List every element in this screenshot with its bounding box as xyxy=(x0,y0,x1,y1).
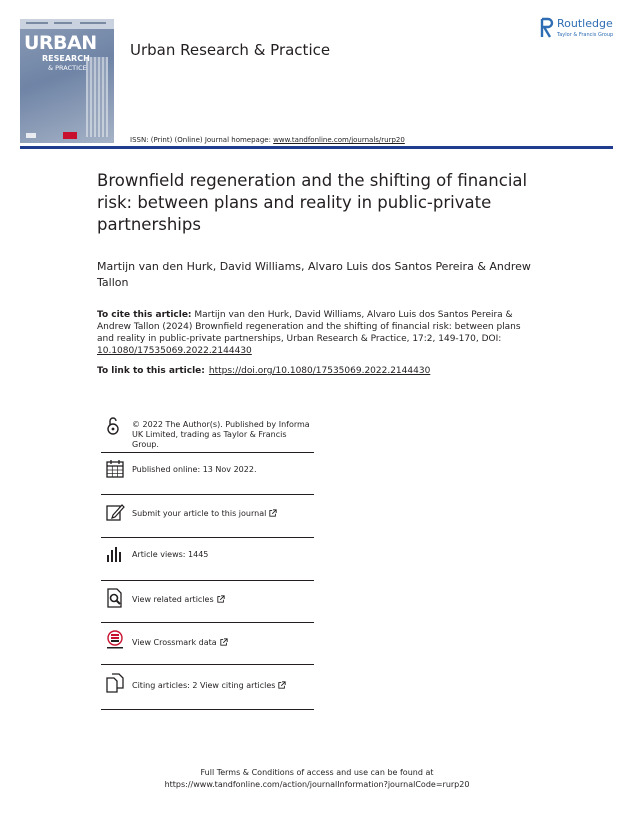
cover-top-band xyxy=(20,19,114,29)
cover-publisher-mark xyxy=(26,133,36,138)
header-rule xyxy=(20,146,613,149)
footer xyxy=(0,767,634,791)
info-divider xyxy=(101,452,314,453)
article-doi-url[interactable]: https://doi.org/10.1080/17535069.2022.2144430 xyxy=(208,366,431,376)
bar-chart-icon xyxy=(105,544,125,564)
external-link-icon xyxy=(278,681,286,689)
submit-article-link[interactable] xyxy=(132,509,277,519)
journal-homepage-link[interactable]: www.tandfonline.com/journals/rurp20 xyxy=(273,136,405,144)
citing-row[interactable] xyxy=(101,673,314,695)
info-divider xyxy=(101,622,314,623)
cover-word-research: RESEARCH xyxy=(42,54,90,63)
license-row xyxy=(101,416,314,452)
citation-label: To cite this article: xyxy=(97,310,192,320)
published-date: Published online: 13 Nov 2022. xyxy=(132,465,257,474)
related-articles-link[interactable] xyxy=(132,595,225,605)
related-articles-label: View related articles xyxy=(132,595,214,604)
submit-row[interactable] xyxy=(101,502,314,524)
article-link-line xyxy=(97,366,430,376)
citing-articles-link[interactable] xyxy=(132,681,286,691)
routledge-name: Routledge xyxy=(557,17,613,30)
external-link-icon xyxy=(220,638,228,646)
crossmark-link[interactable] xyxy=(132,638,228,648)
cover-building-graphic xyxy=(86,57,108,137)
citing-documents-icon xyxy=(105,673,125,693)
journal-cover-image xyxy=(20,19,114,143)
submit-article-label: Submit your article to this journal xyxy=(132,509,267,518)
routledge-logo[interactable] xyxy=(540,17,620,41)
article-authors: Martijn van den Hurk, David Williams, Alvaro Luis dos Santos Pereira & Andrew Tallon xyxy=(97,260,531,289)
info-divider xyxy=(101,494,314,495)
cover-word-practice: & PRACTICE xyxy=(48,64,87,72)
issn-line xyxy=(130,136,405,144)
views-row xyxy=(101,544,314,566)
calendar-icon xyxy=(105,459,125,479)
crossmark-row[interactable] xyxy=(101,630,314,654)
issn-text: ISSN: (Print) (Online) Journal homepage: xyxy=(130,136,274,144)
open-access-icon xyxy=(103,416,123,436)
info-divider xyxy=(101,580,314,581)
article-link-label: To link to this article: xyxy=(97,366,205,376)
cover-word-urban: URBAN xyxy=(24,32,97,54)
cover-red-mark xyxy=(63,132,77,139)
crossmark-icon xyxy=(105,630,125,650)
info-divider xyxy=(101,709,314,710)
external-link-icon xyxy=(269,509,277,517)
citing-articles-label: Citing articles: 2 View citing articles xyxy=(132,681,276,690)
external-link-icon xyxy=(217,595,225,603)
citation-text: Martijn van den Hurk, David Williams, Alvaro Luis dos Santos Pereira & Andrew Tallon (2024) Brownfield regeneration and the shifting of financial risk: between plans and reality in public-private partnerships, Urban Research & Practice, 17:2, 149-170, DOI: xyxy=(97,310,521,344)
crossmark-label: View Crossmark data xyxy=(132,638,217,647)
info-divider xyxy=(101,537,314,538)
related-row[interactable] xyxy=(101,588,314,610)
routledge-r-icon xyxy=(540,17,554,39)
article-views: Article views: 1445 xyxy=(132,550,209,559)
citation-doi-link[interactable]: 10.1080/17535069.2022.2144430 xyxy=(97,346,252,356)
footer-terms-link[interactable]: https://www.tandfonline.com/action/journalInformation?journalCode=rurp20 xyxy=(164,780,470,789)
article-title: Brownfield regeneration and the shifting of financial risk: between plans and reality in public-private partnerships xyxy=(97,171,528,234)
published-row xyxy=(101,459,314,481)
footer-terms-text: Full Terms & Conditions of access and use can be found at xyxy=(200,768,434,777)
journal-title[interactable]: Urban Research & Practice xyxy=(130,41,331,59)
edit-icon xyxy=(105,502,125,522)
citation-block xyxy=(97,309,537,357)
info-divider xyxy=(101,664,314,665)
related-search-icon xyxy=(105,588,125,608)
routledge-tagline: Taylor & Francis Group xyxy=(557,32,614,38)
license-text: © 2022 The Author(s). Published by Informa UK Limited, trading as Taylor & Francis Group. xyxy=(132,420,310,449)
